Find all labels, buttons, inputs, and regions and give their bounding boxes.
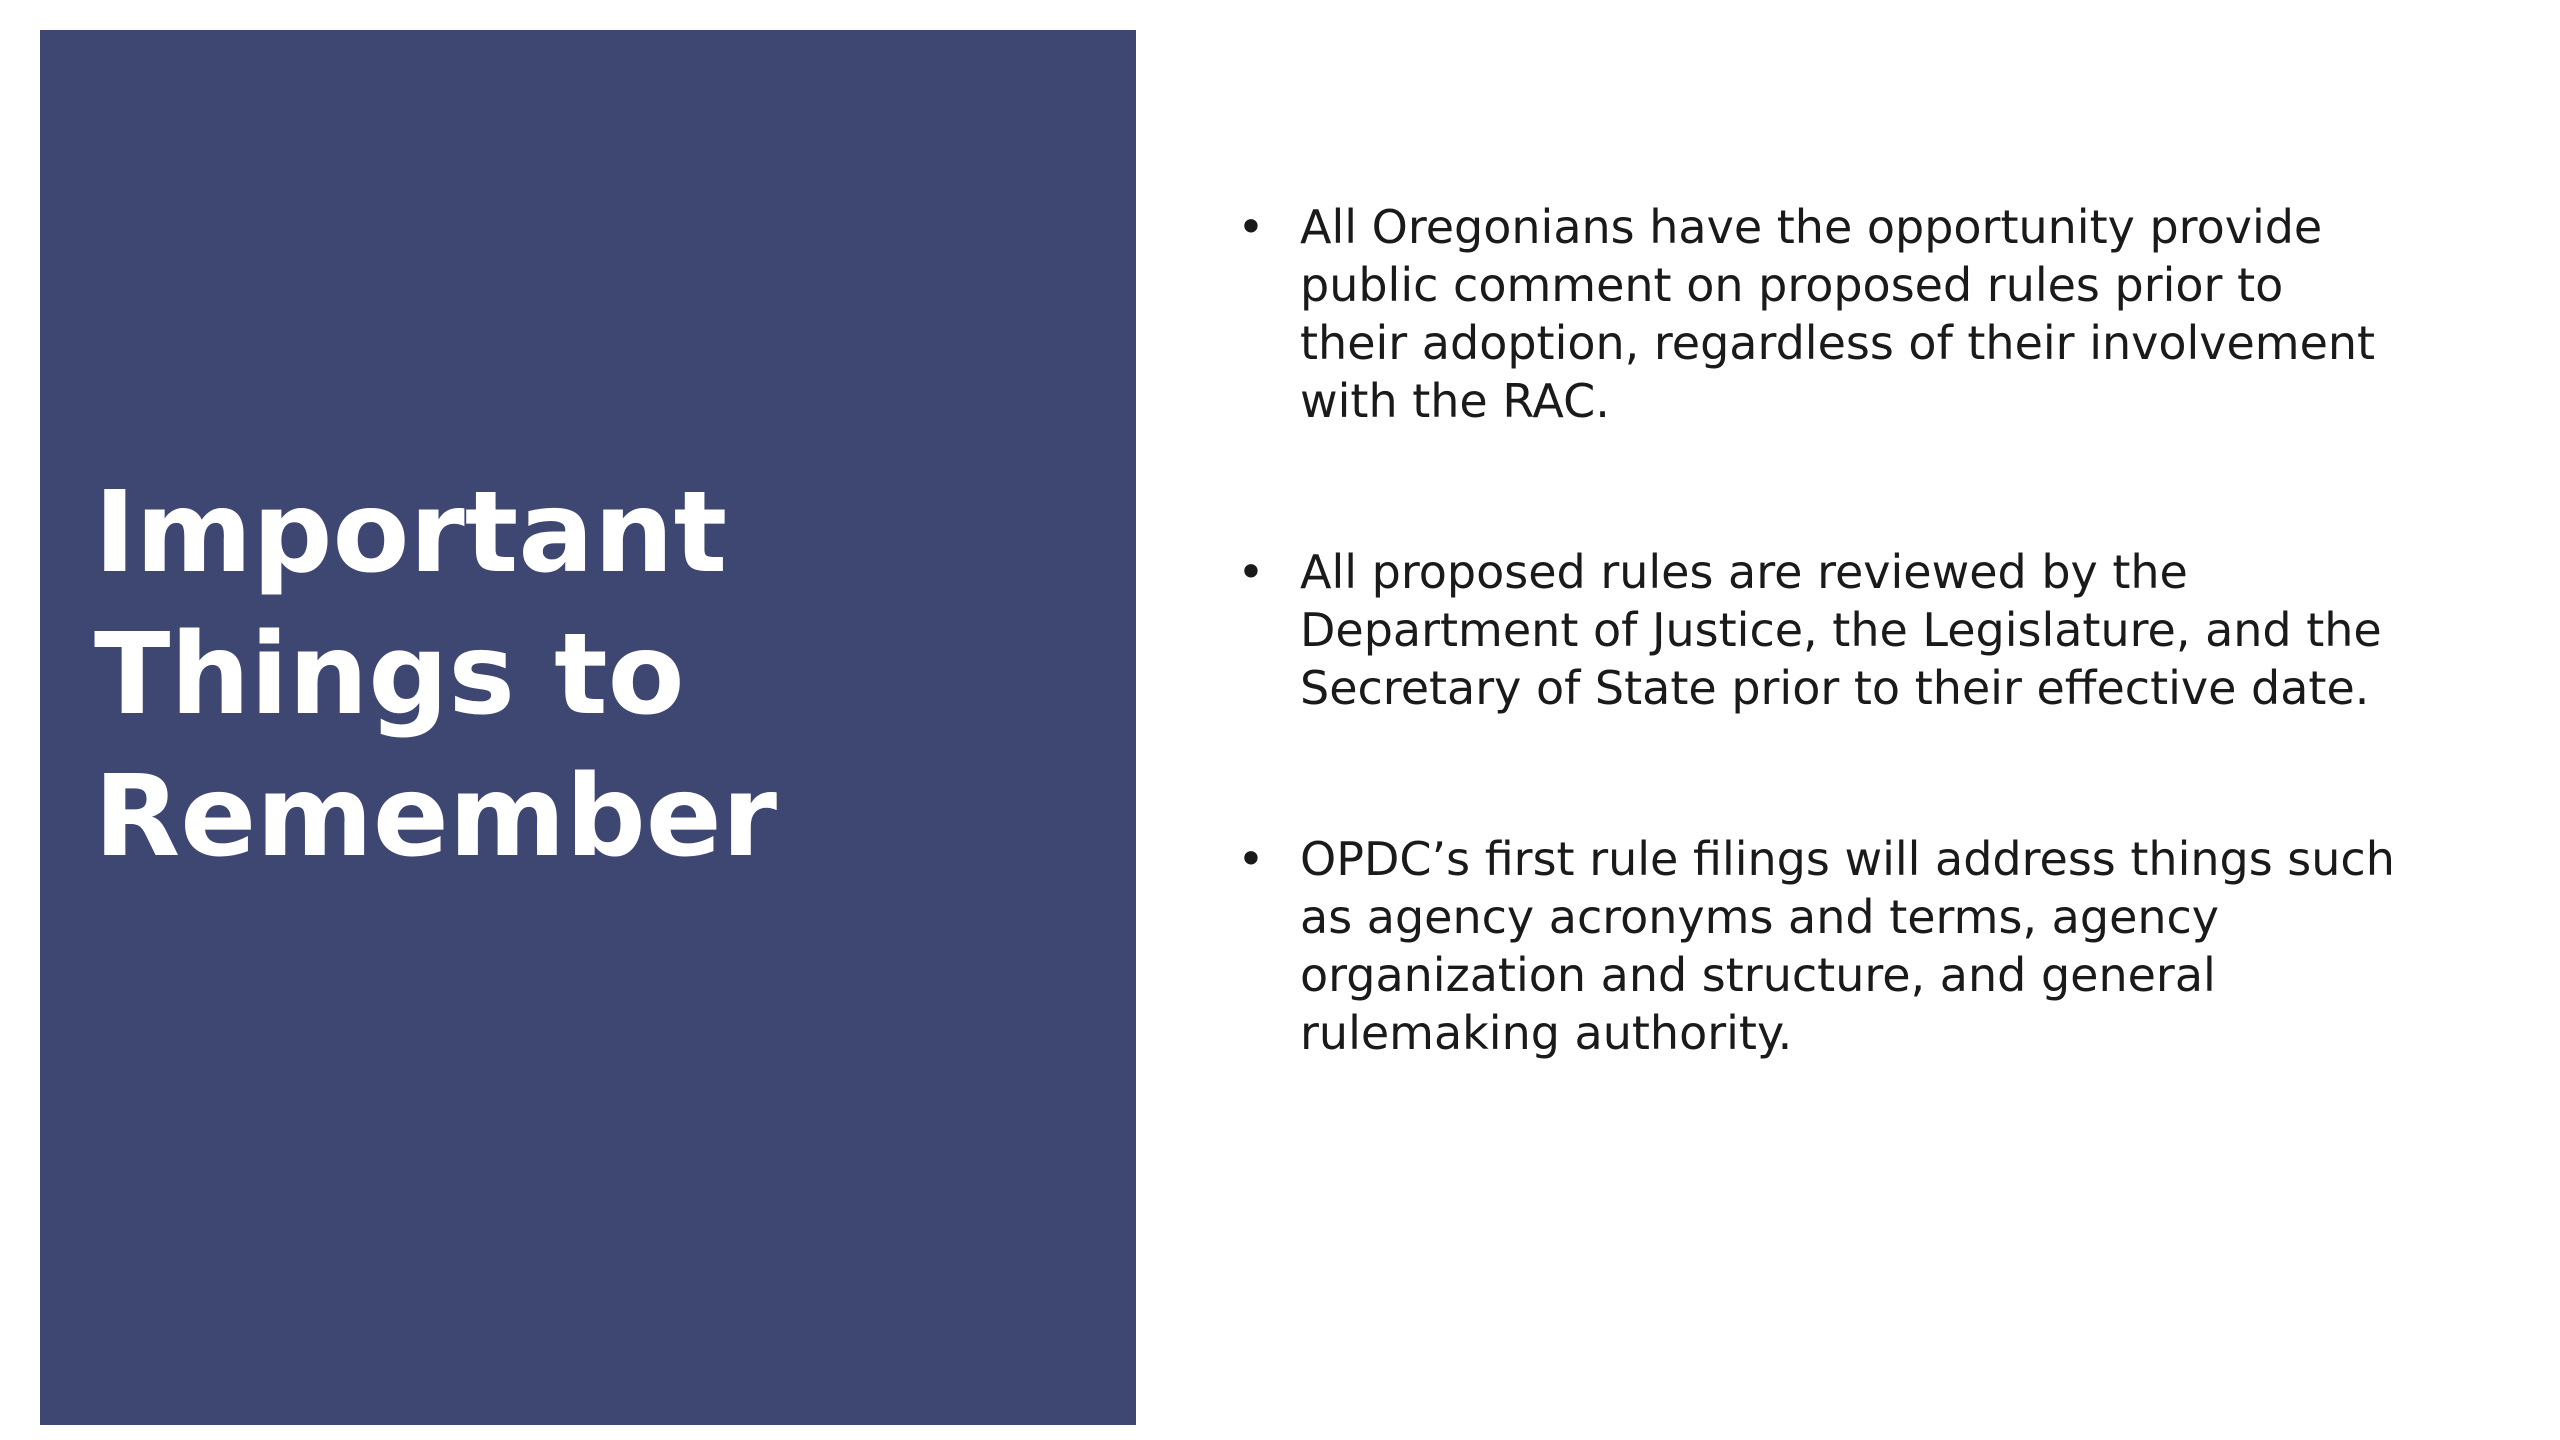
bullet-text-line: Secretary of State prior to their effective date. [1300,661,2370,715]
bullet-text-line: rulemaking authority. [1300,1006,1793,1060]
title-line: Important [94,468,728,598]
title-line: Things to [94,610,685,740]
bullet-text-line: All proposed rules are reviewed by the [1300,545,2188,599]
bullet-text-line: as agency acronyms and terms, agency [1300,890,2220,944]
title-line: Remember [94,752,777,882]
slide-title [94,462,1044,888]
bullet-marker-icon: • [1237,200,1265,254]
bullet-text-line: public comment on proposed rules prior to [1300,258,2284,312]
bullet-text-line: OPDC’s first rule filings will address things such [1300,832,2395,886]
bullet-marker-icon: • [1237,832,1265,886]
bullet-list [1236,198,2526,1062]
bullet-item [1236,830,2526,1062]
bullet-text-line: organization and structure, and general [1300,948,2216,1002]
bullet-text-line: their adoption, regardless of their involvement [1300,316,2376,370]
bullet-item [1236,543,2526,717]
bullet-text-line: Department of Justice, the Legislature, and the [1300,603,2382,657]
bullet-item [1236,198,2526,430]
bullet-text-line: with the RAC. [1300,374,1610,428]
bullet-marker-icon: • [1237,545,1265,599]
bullet-text-line: All Oregonians have the opportunity provide [1300,200,2323,254]
